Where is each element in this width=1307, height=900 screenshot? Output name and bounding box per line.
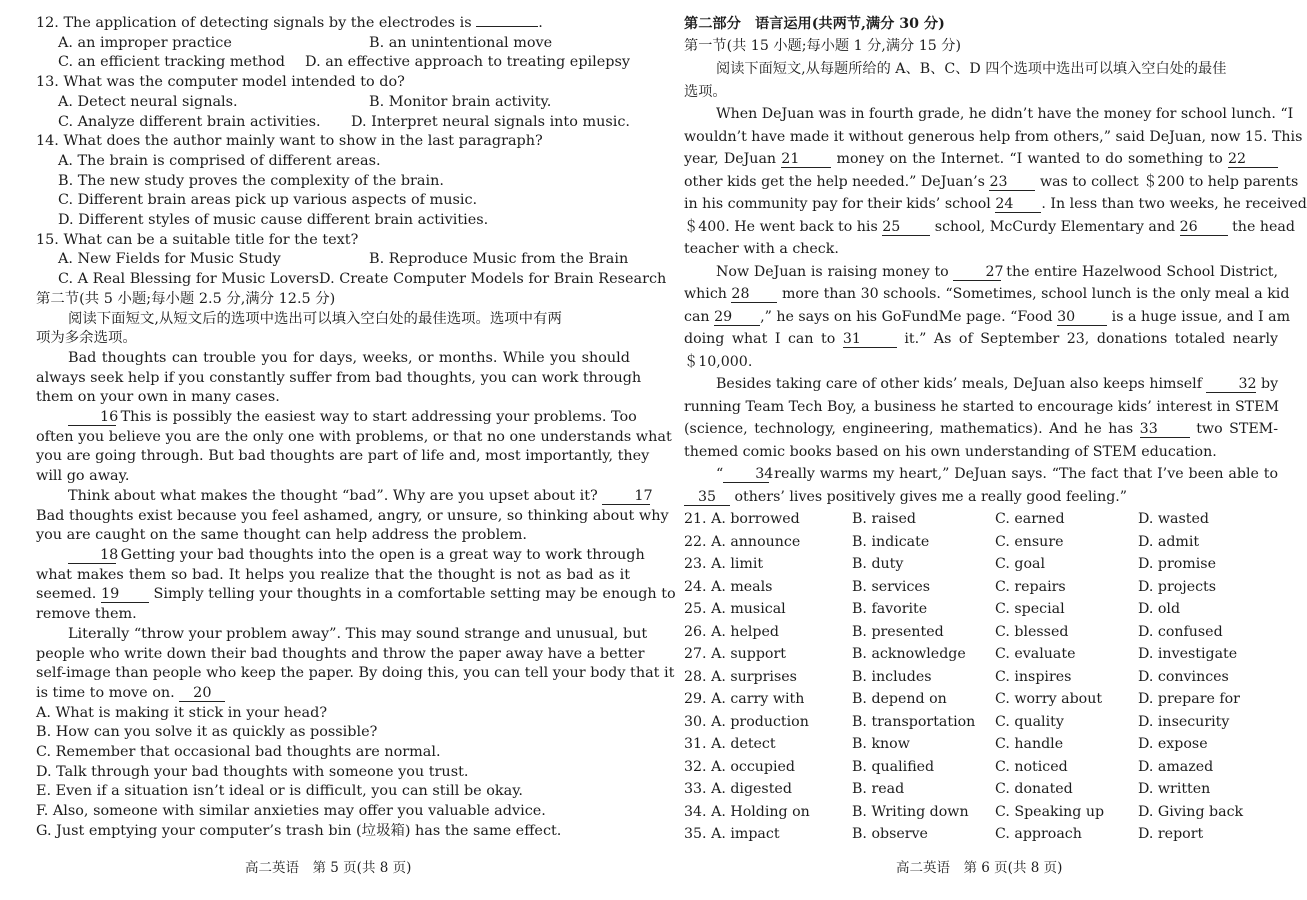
passage-line: other kids get the help needed.” DeJuan’s 23 was to collect ＄200 to help parents — [684, 173, 1299, 190]
passage-line: always seek help if you constantly suffer from bad thoughts, you can work through — [36, 369, 642, 386]
answer-blank-22: 22 — [1228, 151, 1278, 168]
passage-line: Bad thoughts exist because you feel ashamed, angry, or unsure, so thinking about why — [36, 507, 669, 524]
choice-row — [684, 801, 1278, 824]
passage-line: themed comic books based on his own understanding of STEM education. — [684, 443, 1217, 460]
choice-row — [684, 553, 1278, 576]
choice-option-d: D. investigate — [1138, 646, 1238, 662]
choice-option-c: C. special — [995, 601, 1065, 617]
choice-option-c: C. ensure — [995, 533, 1064, 550]
passage-line: is time to move on. 20 — [36, 684, 630, 704]
choice-option-c: C. noticed — [995, 758, 1068, 775]
choice-option-d: D. written — [1138, 781, 1211, 797]
option-d: D. an effective approach to treating epilepsy — [305, 54, 630, 71]
page-footer-left: 高二英语 第 5 页(共 8 页) — [245, 860, 412, 876]
choice-option-a: 22. A. announce — [684, 533, 801, 550]
option-a: A. The brain is comprised of different areas. — [58, 152, 381, 169]
passage-line: 18 Getting your bad thoughts into the open is a great way to work through — [36, 546, 630, 566]
choice-row — [684, 666, 1278, 689]
left-page — [36, 14, 676, 842]
passage-line: you are caught on the same thought can help address the problem. — [36, 527, 527, 544]
option-d: D. Interpret neural signals into music. — [351, 113, 630, 130]
answer-blank-25: 25 — [882, 219, 930, 236]
option-c: C. A Real Blessing for Music Lovers — [58, 271, 320, 288]
passage-line: Besides taking care of other kids’ meals, DeJuan also keeps himself 32 by — [716, 376, 1279, 392]
choice-option-a: 31. A. detect — [684, 736, 776, 752]
answer-blank-30: 30 — [1057, 309, 1107, 326]
choice-option-c: C. worry about — [995, 691, 1103, 707]
choice-option-d: D. expose — [1138, 736, 1208, 752]
answer-blank-23: 23 — [989, 174, 1035, 191]
option-g: G. Just emptying your computer’s trash bin (垃圾箱) has the same effect. — [36, 822, 562, 839]
question-15-options-cd — [36, 270, 667, 290]
answer-blank-29: 29 — [714, 309, 760, 326]
option-a: A. Detect neural signals. — [58, 93, 238, 110]
answer-blank-16: 16 — [68, 409, 116, 426]
answer-blank-26: 26 — [1180, 219, 1228, 236]
option-a: A. New Fields for Music Study — [58, 251, 281, 268]
passage-line: which 28 more than 30 schools. “Sometimes, school lunch is the only meal a kid — [684, 286, 1290, 302]
passage-line: seemed. 19 Simply telling your thoughts in a comfortable setting may be enough to — [36, 586, 676, 603]
passage-line: will go away. — [36, 468, 130, 485]
passage-line: them on your own in many cases. — [36, 389, 280, 406]
answer-blank-19: 19 — [101, 586, 149, 603]
passage-line: When DeJuan was in fourth grade, he didn’t have the money for school lunch. “I — [716, 106, 1294, 122]
option-b: B. Reproduce Music from the Brain — [369, 251, 629, 268]
choice-option-c: C. blessed — [995, 623, 1069, 640]
question-12-options-cd — [36, 53, 630, 73]
passage-line: doing what I can to 31 it.” As of September 23, donations totaled nearly — [684, 331, 1279, 347]
choice-option-b: B. qualified — [852, 758, 935, 775]
option-c: C. Remember that occasional bad thoughts are normal. — [36, 744, 441, 761]
answer-blank-24: 24 — [995, 196, 1041, 213]
choice-row — [684, 733, 1278, 756]
choice-option-a: 25. A. musical — [684, 601, 786, 617]
passage-line: Now DeJuan is raising money to 27 the entire Hazelwood School District, — [716, 263, 1278, 280]
choice-option-a: 24. A. meals — [684, 578, 773, 595]
choice-row — [684, 508, 1278, 531]
choice-option-d: D. projects — [1138, 578, 1217, 595]
choice-option-b: B. duty — [852, 556, 904, 572]
option-e: E. Even if a situation isn’t ideal or is difficult, you can still be okay. — [36, 783, 523, 800]
question-15-options — [36, 250, 630, 270]
answer-choices — [684, 508, 1278, 846]
question-13-options — [36, 93, 630, 113]
option-b: B. How can you solve it as quickly as possible? — [36, 724, 378, 741]
option-b: B. Monitor brain activity. — [369, 93, 552, 110]
answer-blank — [476, 26, 538, 27]
choice-option-b: B. favorite — [852, 601, 928, 617]
option-b: B. an unintentional move — [369, 34, 553, 51]
passage-line: what makes them so bad. It helps you realize that the thought is not as bad as it — [36, 566, 630, 583]
passage-line: remove them. — [36, 606, 137, 623]
choice-option-d: D. old — [1138, 601, 1181, 617]
choice-option-b: B. services — [852, 578, 931, 595]
option-b: B. The new study proves the complexity of the brain. — [58, 172, 444, 189]
choice-option-a: 28. A. surprises — [684, 668, 797, 685]
option-a: A. an improper practice — [58, 34, 232, 51]
choice-option-c: C. approach — [995, 826, 1082, 842]
choice-option-b: B. read — [852, 781, 905, 797]
answer-blank-31: 31 — [843, 331, 897, 348]
choice-option-d: D. convinces — [1138, 668, 1229, 685]
answer-blank-33: 33 — [1140, 421, 1190, 438]
choice-option-d: D. amazed — [1138, 758, 1214, 775]
passage-line: self-image than people who keep the paper. By doing this, you can tell your body that it — [36, 665, 675, 682]
choice-option-d: D. insecurity — [1138, 713, 1230, 730]
choice-option-b: B. know — [852, 736, 910, 752]
option-d: D. Different styles of music cause different brain activities. — [58, 212, 489, 229]
choice-option-a: 34. A. Holding on — [684, 803, 810, 820]
passage-line: year, DeJuan 21 money on the Internet. “I wanted to do something to 22 — [684, 148, 1278, 171]
option-d: D. Talk through your bad thoughts with someone you trust. — [36, 763, 469, 780]
choice-option-d: D. report — [1138, 826, 1204, 842]
choice-option-b: B. includes — [852, 668, 932, 685]
choice-option-a: 27. A. support — [684, 646, 786, 662]
choice-option-a: 30. A. production — [684, 713, 809, 730]
choice-option-a: 21. A. borrowed — [684, 511, 800, 527]
choice-option-b: B. acknowledge — [852, 646, 966, 662]
right-page — [684, 14, 1307, 846]
choice-row — [684, 621, 1278, 644]
choice-option-c: C. repairs — [995, 578, 1066, 595]
passage-line: ＄10,000. — [684, 353, 753, 370]
choice-option-d: D. confused — [1138, 623, 1223, 640]
answer-blank-32: 32 — [1206, 376, 1256, 393]
instructions-line-1: 阅读下面短文,从短文后的选项中选出可以填入空白处的最佳选项。选项中有两 — [68, 310, 562, 327]
answer-blank-34: 34 — [723, 466, 769, 483]
choice-option-c: C. Speaking up — [995, 803, 1105, 820]
passage-line: “ 34 really warms my heart,” DeJuan says. “The fact that I’ve been able to — [716, 466, 1279, 482]
passage-line: can 29 ,” he says on his GoFundMe page. “Food 30 is a huge issue, and I am — [684, 308, 1291, 325]
answer-blank-21: 21 — [781, 151, 831, 168]
question-15-stem: 15. What can be a suitable title for the text? — [36, 231, 359, 248]
passage-line: 16 This is possibly the easiest way to start addressing your problems. Too — [36, 408, 630, 428]
instructions-line-2: 项为多余选项。 — [36, 330, 137, 347]
choice-option-d: D. prepare for — [1138, 691, 1240, 707]
choice-option-a: 32. A. occupied — [684, 758, 796, 775]
choice-option-c: C. goal — [995, 556, 1045, 572]
passage-line: (science, technology, engineering, mathematics). And he has 33 two STEM- — [684, 421, 1278, 437]
choice-option-a: 33. A. digested — [684, 781, 792, 797]
answer-blank-20: 20 — [179, 685, 225, 702]
passage-line: teacher with a check. — [684, 241, 839, 257]
question-14-stem: 14. What does the author mainly want to show in the last paragraph? — [36, 133, 543, 150]
choice-option-c: C. handle — [995, 736, 1064, 752]
passage-line: 35 others’ lives positively gives me a really good feeling.” — [684, 486, 1278, 509]
option-c: C. an efficient tracking method — [58, 54, 285, 71]
answer-blank-35: 35 — [684, 489, 730, 506]
option-c: C. Analyze different brain activities. — [58, 113, 321, 130]
passage-line: often you believe you are the only one with problems, or that no one understands what — [36, 428, 672, 445]
part-heading: 第二部分 语言运用(共两节,满分 30 分) — [684, 16, 945, 32]
choice-option-b: B. presented — [852, 623, 944, 640]
question-12-stem: 12. The application of detecting signals by the electrodes is . — [36, 15, 543, 31]
question-12-options — [36, 34, 630, 54]
choice-row — [684, 778, 1278, 801]
choice-row — [684, 688, 1278, 711]
choice-row — [684, 711, 1278, 734]
choice-row — [684, 756, 1278, 779]
choice-option-c: C. earned — [995, 511, 1065, 527]
passage-line: wouldn’t have made it without generous help from others,” said DeJuan, now 15. This — [684, 128, 1303, 145]
choice-option-c: C. donated — [995, 781, 1073, 797]
instructions-line-2: 选项。 — [684, 83, 727, 100]
question-13-options-cd — [36, 113, 630, 133]
choice-option-c: C. quality — [995, 713, 1064, 730]
choice-row — [684, 576, 1278, 599]
option-c: C. Different brain areas pick up various aspects of music. — [58, 192, 478, 209]
answer-blank-18: 18 — [68, 547, 116, 564]
instructions-line-1: 阅读下面短文,从每题所给的 A、B、C、D 四个选项中选出可以填入空白处的最佳 — [716, 61, 1227, 77]
choice-option-b: B. raised — [852, 511, 916, 527]
choice-option-a: 35. A. impact — [684, 826, 780, 842]
passage-line: running Team Tech Boy, a business he started to encourage kids’ interest in STEM — [684, 398, 1280, 415]
answer-blank-28: 28 — [731, 286, 777, 303]
passage-line: people who write down their bad thoughts and throw the paper away have a better — [36, 645, 645, 662]
section-heading: 第二节(共 5 小题;每小题 2.5 分,满分 12.5 分) — [36, 290, 336, 307]
question-13-stem: 13. What was the computer model intended to do? — [36, 74, 405, 91]
passage-line: in his community pay for their kids’ school 24 . In less than two weeks, he received — [684, 196, 1307, 212]
passage-line: Literally “throw your problem away”. This may sound strange and unusual, but — [68, 625, 648, 642]
choice-option-a: 26. A. helped — [684, 623, 779, 640]
answer-blank-27: 27 — [953, 264, 1001, 281]
passage-line: Bad thoughts can trouble you for days, weeks, or months. While you should — [68, 349, 630, 366]
choice-option-a: 29. A. carry with — [684, 691, 805, 707]
section-heading: 第一节(共 15 小题;每小题 1 分,满分 15 分) — [684, 38, 961, 54]
choice-option-a: 23. A. limit — [684, 556, 764, 572]
choice-option-d: D. admit — [1138, 533, 1200, 550]
option-d: D. Create Computer Models for Brain Research — [319, 271, 667, 288]
passage-line: Think about what makes the thought “bad”. Why are you upset about it? 17 — [68, 487, 653, 504]
choice-row — [684, 531, 1278, 554]
choice-option-b: B. observe — [852, 826, 928, 842]
choice-option-d: D. wasted — [1138, 511, 1209, 527]
choice-option-c: C. evaluate — [995, 646, 1076, 662]
choice-option-d: D. promise — [1138, 556, 1216, 572]
passage-line: you are going through. But bad thoughts are part of life and, most importantly, they — [36, 448, 650, 465]
option-f: F. Also, someone with similar anxieties may offer you valuable advice. — [36, 803, 546, 820]
choice-option-b: B. depend on — [852, 691, 947, 707]
choice-option-c: C. inspires — [995, 668, 1072, 685]
choice-option-d: D. Giving back — [1138, 803, 1244, 820]
answer-blank-17: 17 — [602, 488, 650, 505]
choice-option-b: B. transportation — [852, 713, 976, 730]
option-a: A. What is making it stick in your head? — [36, 704, 328, 721]
passage-line: ＄400. He went back to his 25 school, McCurdy Elementary and 26 the head — [684, 218, 1295, 235]
choice-row — [684, 643, 1278, 666]
choice-option-b: B. Writing down — [852, 803, 969, 820]
choice-option-b: B. indicate — [852, 533, 930, 550]
page-footer-right: 高二英语 第 6 页(共 8 页) — [896, 860, 1063, 876]
choice-row — [684, 823, 1278, 846]
choice-row — [684, 598, 1278, 621]
